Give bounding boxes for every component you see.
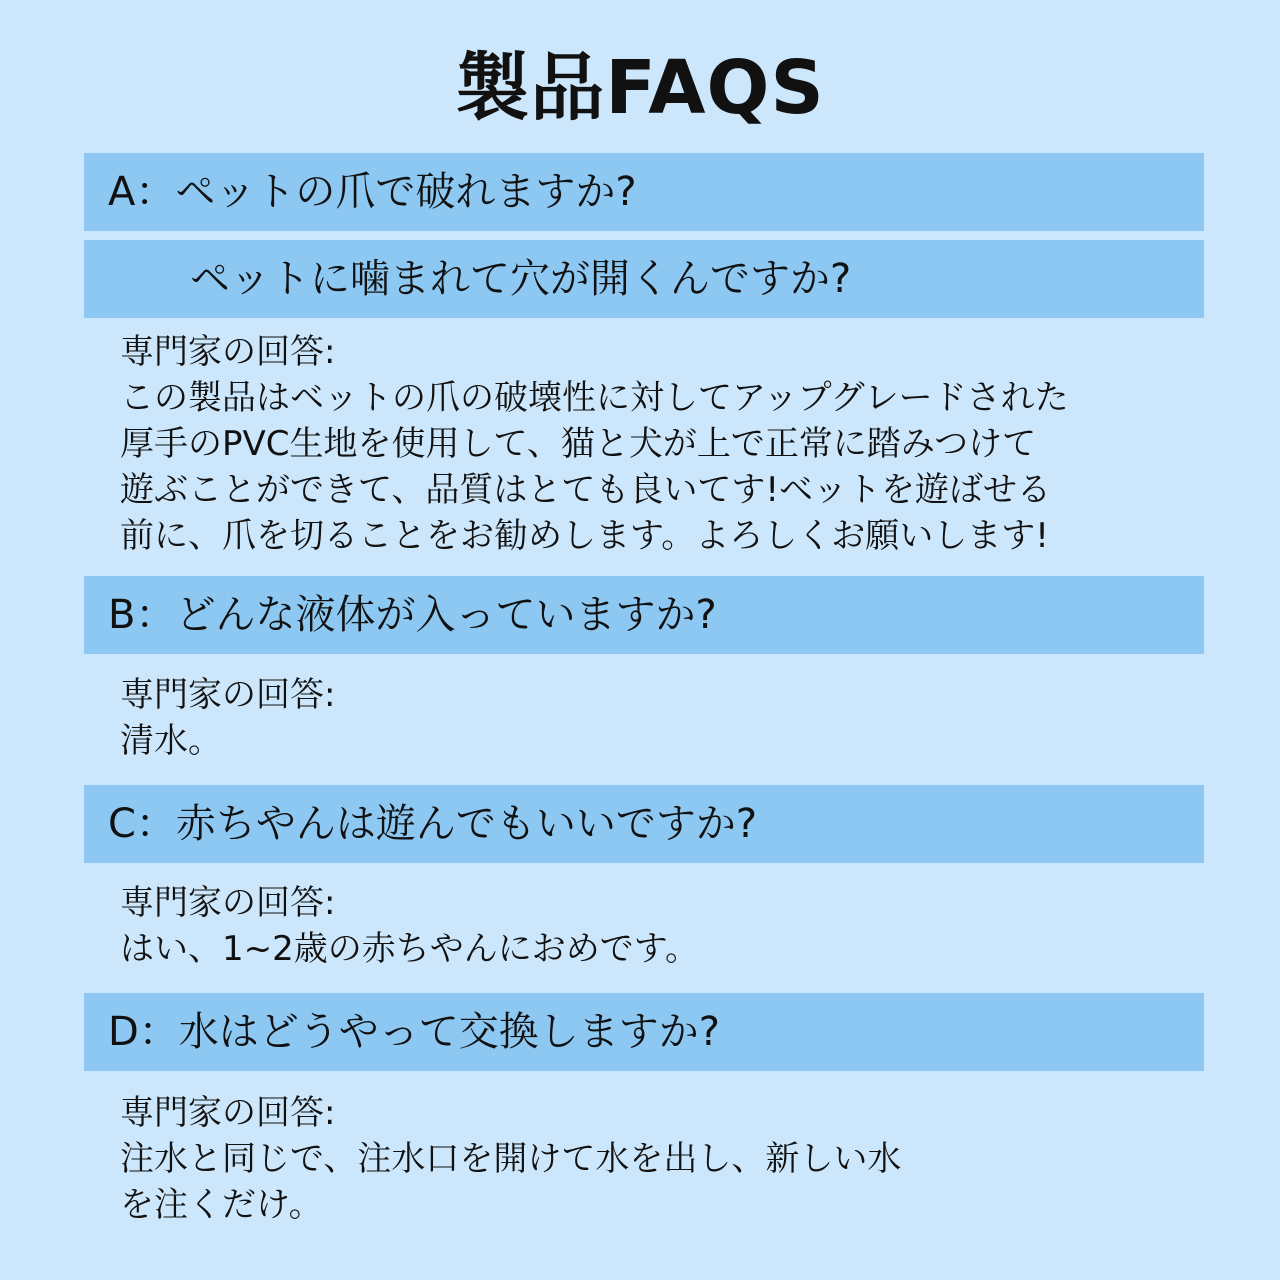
faq-a-question: A：ペットの爪で破れますか? [84, 153, 1204, 231]
faq-c-answer [120, 880, 1180, 972]
page-title: 製品FAQS [455, 45, 825, 131]
faq-a-answer [120, 329, 1180, 559]
faq-b-answer [120, 672, 1180, 764]
answer-line: 注水と同じで、注水口を開けて水を出し、新しい水 [120, 1139, 902, 1179]
answer-line: 清水。 [120, 721, 222, 761]
faq-b-question: B：どんな液体が入っていますか? [84, 576, 1204, 654]
answer-label: 専門家の回答: [120, 1093, 336, 1133]
answer-line: この製品はベットの爪の破壊性に対してアップグレードされた [120, 378, 1069, 418]
answer-label: 専門家の回答: [120, 675, 336, 715]
faq-d-question: D：水はどうやって交換しますか? [84, 993, 1204, 1071]
answer-label: 専門家の回答: [120, 883, 336, 923]
answer-line: 遊ぶことができて、品質はとても良いてす!ベットを遊ばせる [120, 470, 1051, 510]
answer-line: を注くだけ。 [120, 1185, 323, 1225]
answer-line: 厚手のPVC生地を使用して、猫と犬が上で正常に踏みつけて [120, 424, 1037, 464]
answer-label: 専門家の回答: [120, 332, 336, 372]
faq-d-answer [120, 1090, 1180, 1228]
faq-a-question-continued: ペットに噛まれて穴が開くんですか? [84, 240, 1204, 318]
answer-line: 前に、爪を切ることをお勧めします。よろしくお願いします! [120, 516, 1049, 556]
faq-c-question: C：赤ちやんは遊んでもいいですか? [84, 785, 1204, 863]
answer-line: はい、1~2歳の赤ちやんにおめです。 [120, 929, 700, 969]
